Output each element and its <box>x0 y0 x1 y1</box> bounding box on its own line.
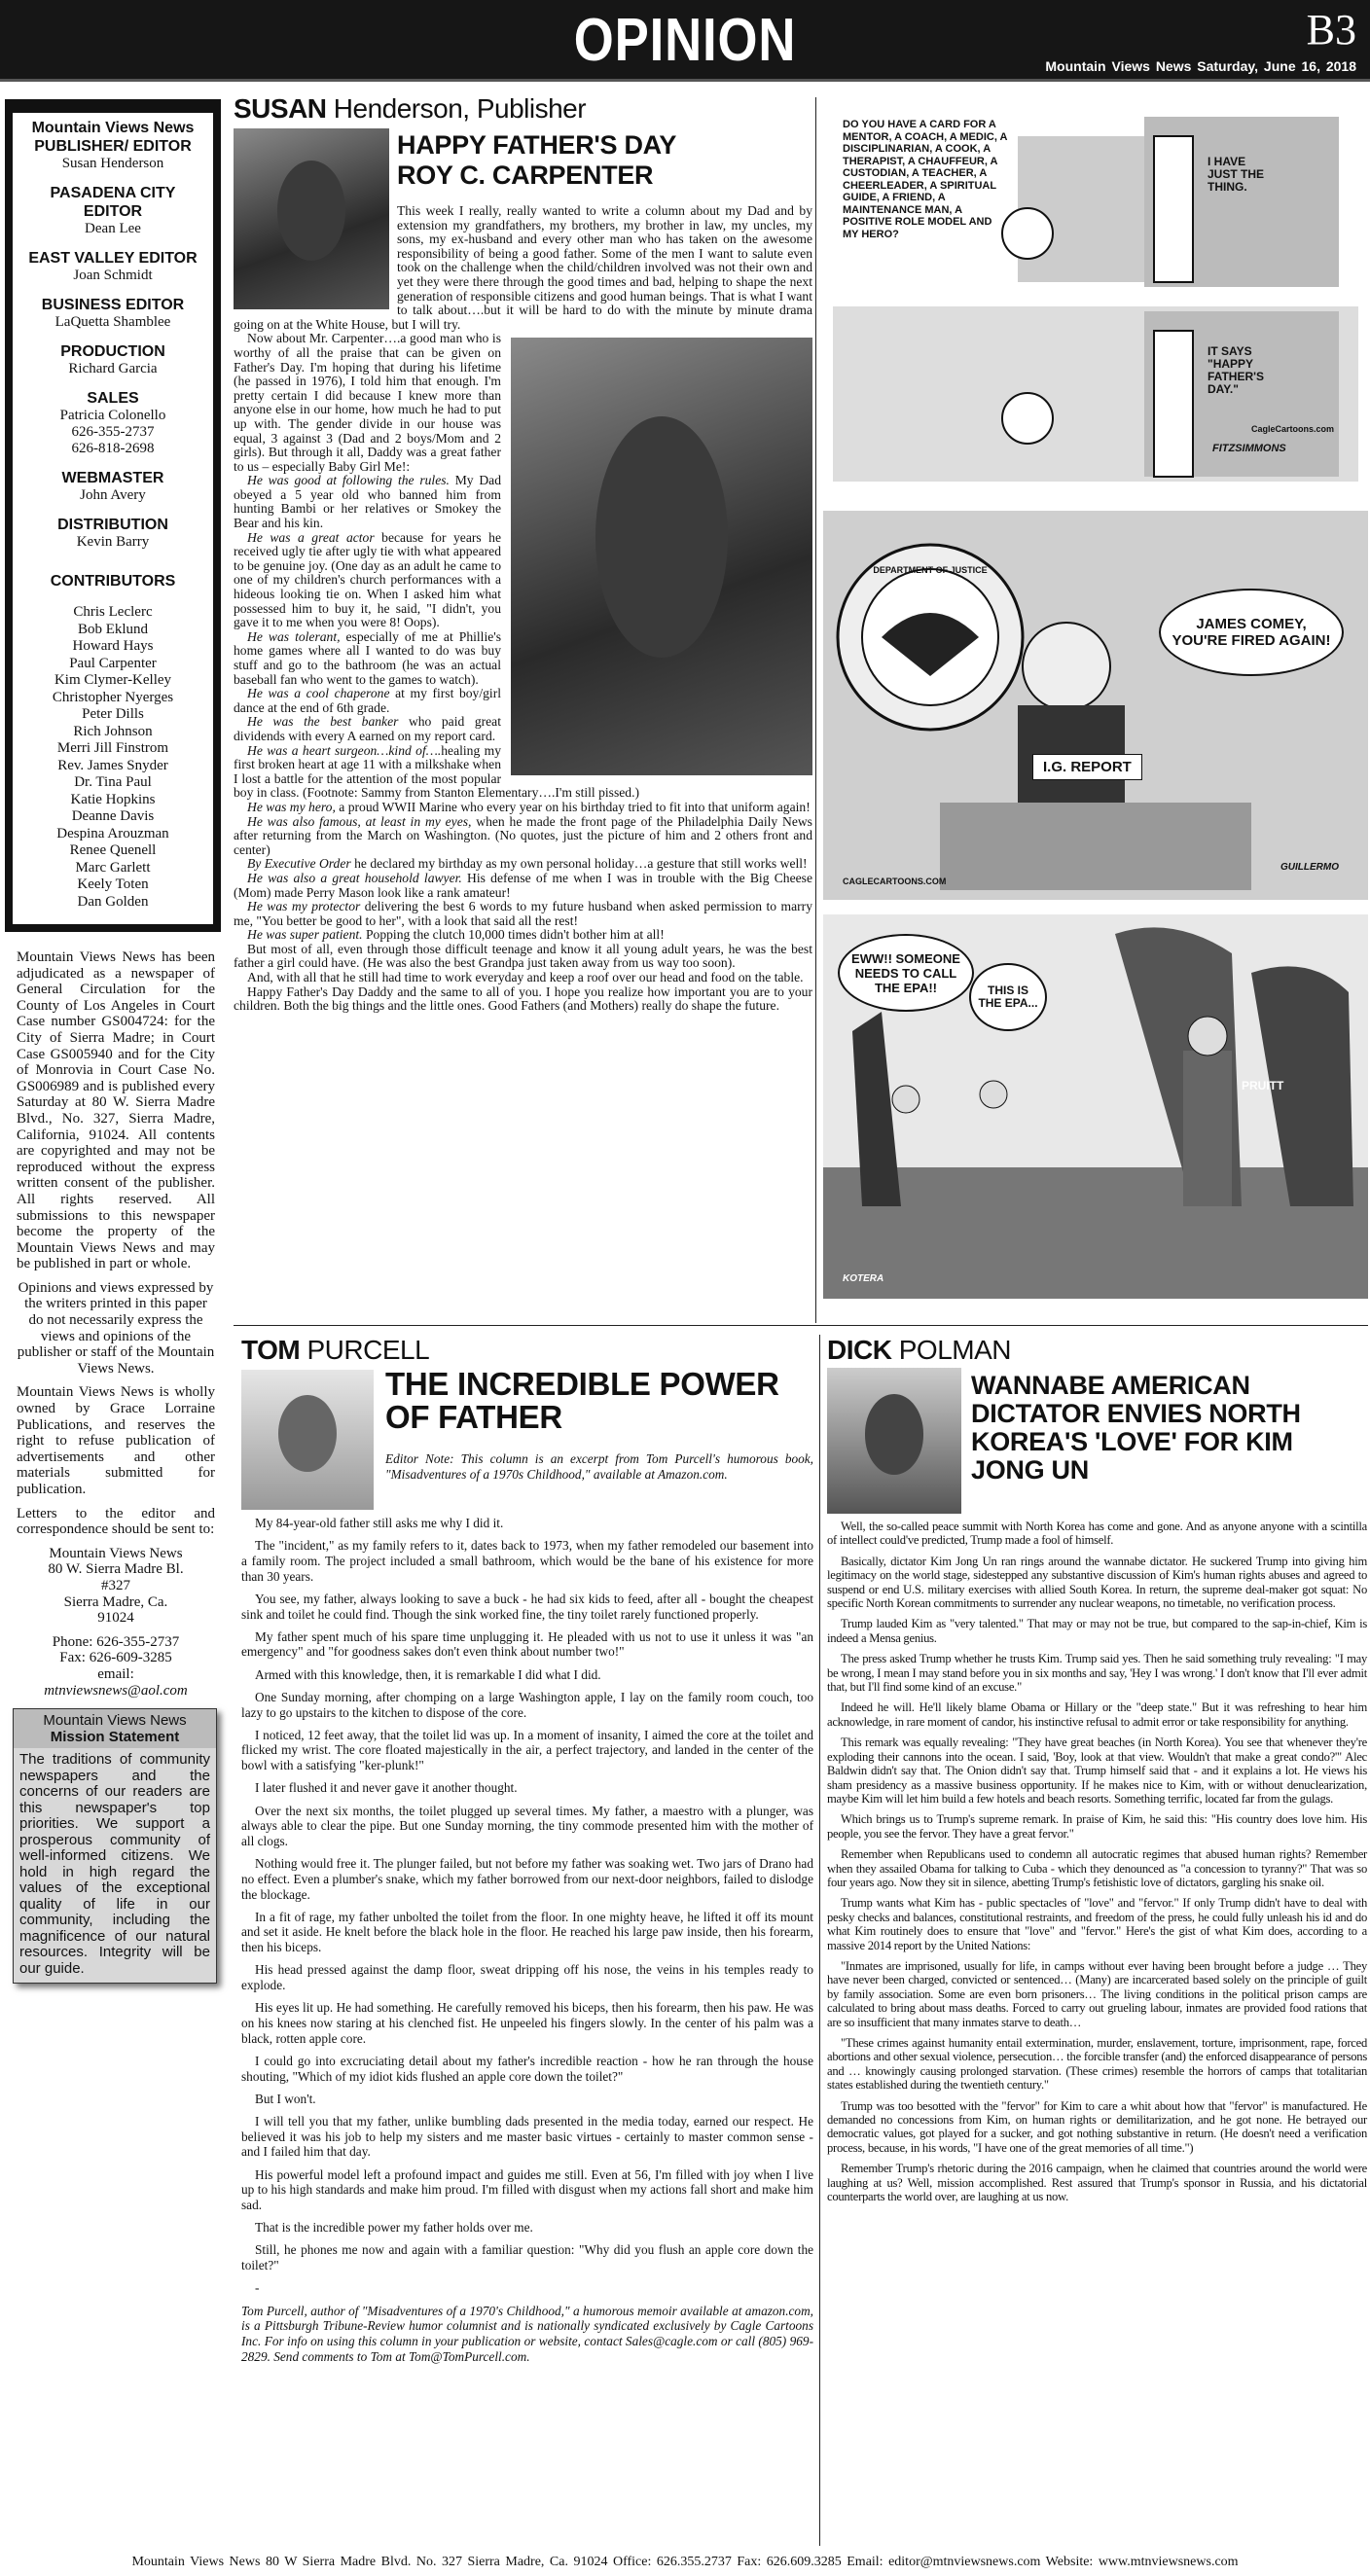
article-paragraph: His head pressed against the damp floor, sweat dripping off his nose, the veins in his temples ready to explode. <box>241 1962 813 1993</box>
article-paragraph <box>234 900 812 928</box>
headline-line2: ROY C. CARPENTER <box>397 161 654 190</box>
paragraph-text: because for years he received ugly tie after ugly tie with what appeared to be genuine joy. (One day as an adult he came to one of my children's church performances with a hideous looking tie on. When I asked him what possessed him to buy it, he said, "I didn't, you gave it to me when you were 8! Oops). <box>234 529 501 630</box>
paragraph-lead: He was the best banker <box>247 714 399 730</box>
cartoon-caption-question: DO YOU HAVE A CARD FOR A MENTOR, A COACH, A MEDIC, A DISCIPLINARIAN, A COOK, A THERAPIST, A CHAUFFEUR, A CUSTODIAN, A TEACHER, A CHEERLEADER, A SPIRITUAL GUIDE, A FRIEND, A MAINTENANCE MAN, A POSITIVE ROLE MODEL AND MY HERO? <box>843 119 1008 240</box>
paragraph-text: His defense of me when I was in trouble with the Big Cheese (Mom) made Perry Mason look like a rank amateur! <box>234 870 812 900</box>
paragraph-lead: By Executive Order <box>247 856 351 872</box>
article-paragraph: Well, the so-called peace summit with North Korea has come and gone. And as anyone anyone with a scintilla of intellect could've predicted, Trump made a fool of himself. <box>827 1520 1367 1548</box>
report-label: I.G. REPORT <box>1032 754 1142 780</box>
column-divider <box>815 97 816 1323</box>
paragraph-text: he declared my birthday as my own personal holiday…a gesture that still works well! <box>350 856 808 872</box>
contributor-name: Rich Johnson <box>73 723 153 739</box>
page-footer: Mountain Views News 80 W Sierra Madre Blvd. No. 327 Sierra Madre, Ca. 91024 Office: 626.355.2737 Fax: 626.609.3285 Email: editor@mtnviewsnews.com Website: www.mtnviewsnews.com <box>131 2555 1239 2569</box>
article-paragraph: Trump wants what Kim has - public spectacles of "love" and "fervor." If only Trump didn't have to deal with pesky checks and balances, constitutional restraints, and freedom of the press, he could fully unleash his id and do what Kim routinely does to ensure that "love" and "fervor." Here's the gist of what Kim does, according to a massive 2014 report by the United Nations: <box>827 1896 1367 1952</box>
article-paragraph: Remember when Republicans used to condemn all autocratic regimes that abused human rights? Remember when they assailed Obama for talking to Cuba - which they denounced as "a concession to tyranny?" That was so four years ago. Now they sit in silence, abetting Trump's fetishistic love of dictators, gargling his snake oil. <box>827 1847 1367 1889</box>
masthead-role-title: WEBMASTER <box>61 470 164 486</box>
marine-photo <box>511 338 812 775</box>
article-paragraph: You see, my father, always looking to save a buck - he had six kids to feed, after all - bought the cheapest sink and toilet he could find. Though the sink worked fine, the tiny toilet rarely functioned properly. <box>241 1591 813 1622</box>
paragraph-lead: He was good at following the rules. <box>247 473 450 488</box>
paragraph-lead: He was a heart surgeon…kind of…. <box>247 742 442 758</box>
byline-rest: Henderson, Publisher <box>326 93 587 124</box>
speech-bubble-epa: THIS IS THE EPA... <box>969 963 1047 1031</box>
article-paragraph: But I won't. <box>255 2091 316 2106</box>
article-paragraph: One Sunday morning, after chomping on a large Washington apple, I lay on the family room couch, too lazy to go upstairs to the kitchen to dispose of the core. <box>241 1689 813 1720</box>
contributor-name: Dan Golden <box>77 893 149 910</box>
seal-text: DEPARTMENT OF JUSTICE <box>873 565 988 575</box>
cartoon-signature: GUILLERMO <box>1280 862 1339 873</box>
mission-text: The traditions of community newspapers and the concerns of our readers are this newspaper's top priorities. We support a prosperous community of well-informed citizens. We hold in high regard the values of the exceptional quality of life in our community, including the magnificence of our natural resources. Integrity will be our guide. <box>19 1751 210 1977</box>
contributor-name: Marc Garlett <box>75 859 151 876</box>
article-paragraph: His eyes lit up. He had something. He carefully removed his biceps, then his forearm, then his paw. He was on his knees now staring at his clenched fist. He unpeeled his fingers slowly. In the center of his palm was a black, rotten apple core. <box>241 2000 813 2046</box>
dateline: Mountain Views News Saturday, June 16, 2018 <box>1045 58 1356 74</box>
masthead-role-title: PASADENA CITY EDITOR <box>50 185 176 220</box>
article-paragraph: My father spent much of his spare time unplugging it. He pleaded with us not to use it unless it was "an emergency" and "for goodness sakes don't even think about number two!" <box>241 1628 813 1660</box>
article-paragraph: "These crimes against humanity entail extermination, murder, enslavement, torture, imprisonment, rape, forced abortions and other sexual violence, persecution… the forcible transfer (and) the enforced disappearance of persons and … knowingly causing prolonged starvation. (These crimes) resemble the horrors of camps that totalitarian states established during the twentieth century." <box>827 2036 1367 2093</box>
article-paragraph: My 84-year-old father still asks me why I did it. <box>255 1516 504 1530</box>
section-title: OPINION <box>573 7 797 74</box>
legal-notice <box>5 932 221 1699</box>
contributor-name: Dr. Tina Paul <box>74 774 152 790</box>
masthead-role-name: Patricia Colonello 626-355-2737 626-818-2698 <box>59 408 166 456</box>
speech-bubble: JAMES COMEY, YOU'RE FIRED AGAIN! <box>1159 589 1344 676</box>
byline-first: TOM <box>241 1335 301 1365</box>
contributor-name: Kim Clymer-Kelley <box>54 672 172 688</box>
article-paragraph <box>234 985 812 1014</box>
article-paragraph: - <box>255 2280 260 2296</box>
article-paragraph <box>234 815 812 858</box>
contributor-name: Chris Leclerc <box>73 604 153 620</box>
masthead-role-title: DISTRIBUTION <box>57 517 168 533</box>
contributor-name: Peter Dills <box>82 706 144 722</box>
contributors-title: CONTRIBUTORS <box>50 573 176 590</box>
letters-text: Letters to the editor and correspondence should be sent to: <box>17 1505 215 1538</box>
masthead-box <box>5 99 221 932</box>
article-paragraph: Trump was too besotted with the "fervor" for Kim to care a whit about how that "fervor" is manufactured. He demanded no concessions from Kim, on human rights or demilitarization, and he got none. He betrayed our democratic values, got played for a sucker, and got nothing substantive in return. (He doesn't need a verification process, because, in his words, "I have one of the great memories of all time.") <box>827 2098 1367 2155</box>
paragraph-lead: He was also famous, at least in my eyes, <box>247 813 472 829</box>
adjudication-text: Mountain Views News has been adjudicated as a newspaper of General Circulation for the County of Los Angeles in Court Case number GS004724: for the City of Sierra Madre; in Court Case GS005940 and for the City of Monrovia in Court Case No. GS006989 and is published every Saturday at 80 W. Sierra Madre Blvd., No. 327, Sierra Madre, California, 91024. All contents are copyrighted and may not be reproduced without the express written consent of the publisher. All rights reserved. All submissions to this newspaper become the property of the Mountain Views News and may be published in part or whole. <box>17 949 215 1272</box>
sidebar <box>5 99 221 1984</box>
paragraph-lead: He was also a great household lawyer. <box>247 870 462 885</box>
cartoon-caption-answer: I HAVE JUST THE THING. <box>1208 155 1265 194</box>
author-photo-susan <box>234 128 389 309</box>
masthead-role-title: PUBLISHER/ EDITOR <box>34 138 192 155</box>
mission-statement-box <box>13 1708 217 1984</box>
susan-henderson-column <box>234 93 812 1324</box>
column-divider <box>819 1335 820 2546</box>
masthead-role-title: EAST VALLEY EDITOR <box>28 250 198 267</box>
article-body <box>234 204 812 1274</box>
article-paragraph: The press asked Trump whether he trusts Kim. Trump said yes. Then he said something truly revealing: "I may be wrong, I mean I may stand before you in six months and say, 'Hey I was wrong.' I don't know that I'll ever admit that, but I'll find some kind of an excuse." <box>827 1652 1367 1695</box>
cartoon-caption-card: IT SAYS "HAPPY FATHER'S DAY." <box>1208 344 1264 396</box>
mission-title: Mission Statement <box>50 1729 180 1746</box>
column-byline <box>827 1335 1367 1366</box>
article-paragraph: This remark was equally revealing: "They have great beaches (in North Korea). You see that whenever they're exploding their cannons into the ocean. I said, 'Boy, look at that view. Wouldn't that make a great condo?'" Alec Baldwin didn't say that. The Onion didn't say that. Trump himself said that - and it explains a lot. He views his sham presidency as a massive business opportunity. If he makes nice to Kim, with or without denuclearization, maybe Kim will let him build a few hotels and beach resorts. Something terrific, located far from the gulags. <box>827 1735 1367 1806</box>
paragraph-lead: He was my protector <box>247 899 361 914</box>
mission-paper: Mountain Views News <box>43 1712 187 1730</box>
article-paragraph: Which brings us to Trump's supreme remark. In praise of Kim, he said this: "His country does love him. His people, you see the fervor. They have a great fervor." <box>827 1812 1367 1841</box>
article-body <box>241 1516 813 2296</box>
article-headline: WANNABE AMERICAN DICTATOR ENVIES NORTH KOREA'S 'LOVE' FOR KIM JONG UN <box>971 1371 1301 1485</box>
photo-subject <box>595 416 728 658</box>
article-headline: THE INCREDIBLE POWER OF FATHER <box>385 1366 779 1435</box>
tom-purcell-column <box>241 1335 813 2551</box>
byline-first: SUSAN <box>234 93 327 124</box>
contributor-name: Deanne Davis <box>71 808 155 824</box>
editor-note: Editor Note: This column is an excerpt from Tom Purcell's humorous book, "Misadventures of a 1970s Childhood," available at Amazon.com. <box>385 1451 813 1482</box>
article-paragraph: Remember Trump's rhetoric during the 2016 campaign, when he claimed that countries around the world were laughing at us? Well, mission accomplished. Rest assured that Trump's sponsor in Russia, and his dictatorial counterparts the world over, are laughing at us now. <box>827 2162 1367 2204</box>
masthead-role-name: LaQuetta Shamblee <box>54 314 171 330</box>
paragraph-lead: He was a great actor <box>247 529 375 545</box>
contributor-name: Howard Hays <box>72 638 154 654</box>
article-paragraph <box>234 857 812 872</box>
article-paragraph: That is the incredible power my father holds over me. <box>255 2220 533 2236</box>
cartoon-fathers-day <box>823 97 1368 496</box>
cartoon-signature: FITZSIMMONS <box>1212 443 1286 454</box>
article-paragraph: Basically, dictator Kim Jong Un ran rings around the wannabe dictator. He suckered Trump into giving him legitimacy on the world stage, sidestepped any substantive discussion of Kim's human rights abuses and agreed to suspend or end U.S. military exercises with allied South Korea. In return, the supreme deal-maker got squat: No specific North Korean commitments to surrender any nuclear weapons, no timetable, no verification process. <box>827 1554 1367 1611</box>
paragraph-text: healing my first broken heart at age 11 with a milkshake when I lost a battle for the attention of the most popular boy in class. (Footnote: Sammy from Stanton Elementary….I'm still pissed.) <box>234 742 640 801</box>
pruitt-label: PRUITT <box>1242 1079 1284 1092</box>
dick-polman-column <box>827 1335 1367 2551</box>
page-number: B3 <box>1306 6 1356 54</box>
author-photo-tom <box>241 1370 374 1510</box>
masthead-role-name: Kevin Barry <box>76 534 150 550</box>
article-paragraph <box>234 332 812 474</box>
article-paragraph: His powerful model left a profound impact and guides me still. Even at 56, I'm filled with joy when I live up to his high standards and make him proud. I'm filled with disgust when my actions fall short and make him sad. <box>241 2166 813 2213</box>
paragraph-text: This week I really, really wanted to write a column about my Dad and by extension my grandfathers, my brothers, my brother in law, my uncles, my sons, my ex-husband and every other man who has taken on the awesome responsibility of being a good father. Some of the men I want to salute even took on the challenge when the child/children involved was not their own and yet they were there through the good times and bad, helping to shape the next generation of responsible citizens and good human beings. That is what I want to talk about….but it will be hard to do with the minute by minute drama going on at the White House, but I will try. <box>234 203 812 332</box>
article-paragraph: Still, he phones me now and again with a familiar question: "Why did you flush an apple core down the toilet?" <box>241 2242 813 2273</box>
paragraph-lead: He was my hero, <box>247 799 336 814</box>
contributor-name: Katie Hopkins <box>70 791 156 807</box>
paragraph-text: Popping the clutch 10,000 times didn't bother him at all! <box>362 927 665 943</box>
article-paragraph: Indeed he will. He'll likely blame Obama or Hillary or the "deep state." But it was refreshing to hear him acknowledge, in rare moment of candor, his instinctive refusal to admit error or take responsibility for anything. <box>827 1700 1367 1729</box>
article-paragraph <box>234 872 812 900</box>
cartoon-signature: KOTERA <box>843 1273 884 1284</box>
article-paragraph: I could go into excruciating detail about my father's incredible reaction - how he ran through the house shouting, "Which of my idiot kids flushed an apple core down the toilet?" <box>241 2053 813 2084</box>
column-byline <box>241 1335 813 1366</box>
mailing-address: Mountain Views News 80 W. Sierra Madre Bl. #327 Sierra Madre, Ca. 91024 <box>48 1545 184 1627</box>
column-byline <box>234 93 812 125</box>
article-paragraph: I will tell you that my father, unlike bumbling dads presented in the media today, earned our respect. He believed it was his job to help my sisters and me master basic virtues - certainly to master common sense - and I failed him that day. <box>241 2114 813 2160</box>
cartoon-epa <box>823 914 1368 1299</box>
email-link[interactable]: mtnviewsnews@aol.com <box>44 1682 188 1699</box>
ownership-text: Mountain Views News is wholly owned by Grace Lorraine Publications, and reserves the right to refuse publication of advertisements and other materials submitted for publication. <box>17 1384 215 1497</box>
article-paragraph: Nothing would free it. The plunger failed, but not before my father was soaking wet. Two jars of Drano had no effect. Even a plumber's snake, which my father borrowed from our next-door neighbors, failed to dislodge the blockage. <box>241 1856 813 1902</box>
article-paragraph: Armed with this knowledge, then, it is remarkable I did what I did. <box>255 1666 601 1682</box>
paragraph-text: My Dad obeyed a 5 year old who banned him from hunting Bambi or her relatives or Smokey the Bear and his kin. <box>234 473 501 531</box>
page-header <box>0 0 1370 82</box>
paragraph-text: delivering the best 6 words to my future husband when asked permission to marry me, "You better be good to her", with a look that said all the rest! <box>234 899 813 928</box>
article-paragraph: Trump lauded Kim as "very talented." That may or may not be true, but compared to the sap-in-chief, Kim is indeed a Mensa genius. <box>827 1617 1367 1645</box>
contributor-name: Despina Arouzman <box>56 825 169 841</box>
masthead-role-title: SALES <box>87 390 139 407</box>
cartoon-site: CAGLECARTOONS.COM <box>843 877 947 886</box>
paragraph-text: especially of me at Phillie's home games where all I wanted to do was buy stuff and go to the bathroom (he was an actual baseball fan who went to the games to watch). <box>234 628 501 687</box>
byline-rest: PURCELL <box>300 1335 430 1365</box>
article-paragraph: I later flushed it and never gave it another thought. <box>255 1780 518 1796</box>
paragraph-text: Happy Father's Day Daddy and the same to all of you. I hope you realize how important you are to your children. Both the big things and the little ones. Good Fathers (and Mothers) really do shape the future. <box>234 984 812 1014</box>
byline-first: DICK <box>827 1335 892 1365</box>
paragraph-text: Now about Mr. Carpenter….a good man who is worthy of all the praise that can be given on Father's Day. I'm hoping that during his lifetime (he passed in 1976), I told him that enough. I'm pretty certain I did because I knew more than anyone else in our home, how much he had to put up with. The gender divide in our house was equal, 3 against 3 (Dad and 2 boys/Mom and 2 girls). But through it all, Daddy was a great father to us – especially Baby Girl Me!: <box>234 331 501 474</box>
contributor-name: Paul Carpenter <box>69 655 157 671</box>
article-paragraph <box>234 943 812 971</box>
paragraph-text: And, with all that he still had time to work everyday and keep a roof over our head and food on the table. <box>247 970 804 985</box>
contributor-name: Christopher Nyerges <box>52 689 174 705</box>
masthead-role-name: John Avery <box>80 487 146 503</box>
masthead-role-name: Joan Schmidt <box>73 268 153 283</box>
author-bio: Tom Purcell, author of "Misadventures of a 1970's Childhood," a humorous memoir available at amazon.com, is a Pittsburgh Tribune-Review humor columnist and is nationally syndicated exclusively by Cagle Cartoons Inc. For info on using this column in your publication or website, contact Sales@cagle.com or call (805) 969-2829. Send comments to Tom at Tom@TomPurcell.com. <box>241 2303 813 2364</box>
masthead-role-title: BUSINESS EDITOR <box>41 297 185 313</box>
contributor-name: Bob Eklund <box>77 621 149 637</box>
paragraph-lead: He was a cool chaperone <box>247 686 390 701</box>
paragraph-text: a proud WWII Marine who every year on his birthday tried to fit into that uniform again! <box>335 799 811 814</box>
contributor-name: Keely Toten <box>77 877 149 892</box>
headline-line1: HAPPY FATHER'S DAY <box>397 130 677 160</box>
article-paragraph <box>234 801 812 815</box>
article-paragraph: Over the next six months, the toilet plugged up several times. My father, a maestro with a plunger, was always able to clear the pipe. But one Sunday morning, the tiny commode presented him with the mother of all clogs. <box>241 1803 813 1848</box>
contributor-name: Rev. James Snyder <box>57 757 168 773</box>
article-paragraph <box>234 928 812 943</box>
contributor-name: Renee Quenell <box>69 842 157 858</box>
section-divider <box>234 1325 1368 1326</box>
cartoon-site: CagleCartoons.com <box>1251 424 1335 434</box>
article-paragraph: In a fit of rage, my father unbolted the toilet from the floor. In one mighty heave, he lifted it off its mount and set it aside. He knelt before the black hole in the floor. He reached his large paw inside, then his forearm, then his biceps. <box>241 1909 813 1955</box>
paragraph-text: when he made the front page of the Philadelphia Daily News after returning from the March on Washington. (No quotes, just the picture of him and 2 others front and center) <box>234 813 812 857</box>
article-body <box>827 1520 1367 2203</box>
opinions-disclaimer: Opinions and views expressed by the writers printed in this paper do not necessarily express the views and opinions of the publisher or staff of the Mountain Views News. <box>17 1279 215 1377</box>
speech-bubble-eww: EWW!! SOMEONE NEEDS TO CALL THE EPA!! <box>838 934 974 1012</box>
paragraph-text: at my first boy/girl dance at the end of 6th grade. <box>234 686 502 715</box>
byline-rest: POLMAN <box>891 1335 1011 1365</box>
contributor-name: Merri Jill Finstrom <box>56 740 169 756</box>
article-paragraph <box>234 971 812 985</box>
masthead-paper: Mountain Views News <box>31 120 195 136</box>
contributors-list <box>20 604 205 911</box>
paragraph-lead: He was super patient. <box>247 927 363 943</box>
author-photo-dick <box>827 1368 961 1514</box>
article-paragraph: I noticed, 12 feet away, that the toilet lid was up. In a moment of insanity, I aimed the core at the toilet and flicked my wrist. The core floated majestically in the air, a perfect trajectory, and landed in the center of the bowl with a satisfying "ker-plunk!" <box>241 1727 813 1773</box>
masthead-role-name: Susan Henderson <box>61 156 164 171</box>
article-paragraph: The "incident," as my family refers to it, dates back to 1973, when my father remodeled our basement into a family room. The project included a small bathroom, which would be the bane of his existence for more than 30 years. <box>241 1538 813 1584</box>
masthead-role-name: Richard Garcia <box>68 361 158 376</box>
paragraph-text: But most of all, even through those difficult teenage and know it all young adult years, he was the best father a girl could have. (He was also the best Grandpa just taken away from us way too soon). <box>234 941 812 971</box>
article-paragraph: "Inmates are imprisoned, usually for life, in camps without ever having been brought before a judge … They have never been charged, convicted or sentenced… (Many) are incarcerated based solely on the principle of guilt by family association. Some are even born prisoners… The living conditions in the political prison camps are calculated to bring about mass deaths. Forced to carry out grueling labour, inmates are provided food rations that are so insufficient that many inmates starve to death… <box>827 1958 1367 2029</box>
cartoon-comey <box>823 511 1368 900</box>
contact-info: Phone: 626-355-2737 Fax: 626-609-3285 email: <box>52 1633 180 1682</box>
masthead-role-name: Dean Lee <box>85 221 141 236</box>
paragraph-text: who paid great dividends with every A earned on my report card. <box>234 714 501 743</box>
paragraph-lead: He was tolerant, <box>247 628 341 644</box>
masthead-role-title: PRODUCTION <box>60 343 165 360</box>
